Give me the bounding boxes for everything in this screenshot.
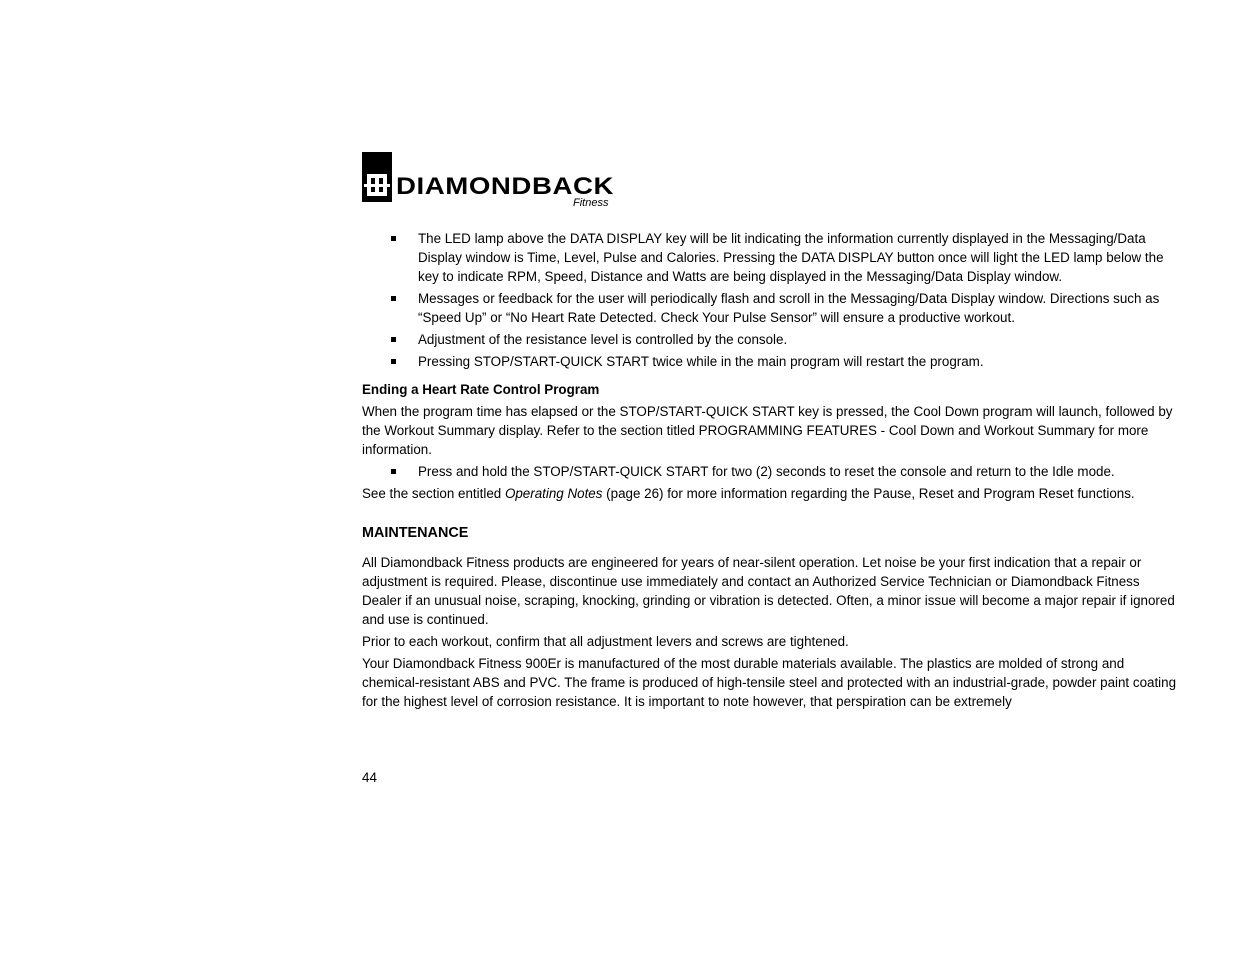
list-item-text: The LED lamp above the DATA DISPLAY key will be lit indicating the information currently displayed in the Messaging/Data Display window is Time, Level, Pulse and Calories. Pressing the DATA DISPLAY button once will light the LED lamp below the key to indicate RPM, Speed, Distance and Watts are being displayed in the Messaging/Data Display window. [418,231,1164,284]
list-item [362,352,1180,371]
square-bullet-icon [391,469,396,474]
maintenance-heading: MAINTENANCE [362,525,469,541]
maintenance-paragraph: Prior to each workout, confirm that all adjustment levers and screws are tightened. [362,634,849,649]
list-item [362,330,1180,349]
square-bullet-icon [391,359,396,364]
logo-wordmark: DIAMONDBACK [396,173,615,200]
diamondback-logo-mark [362,152,618,208]
diamondback-logo [362,152,618,208]
page-content [362,229,1180,714]
list-item-text: Adjustment of the resistance level is controlled by the console. [418,332,788,347]
list-item-text: Press and hold the STOP/START-QUICK START for two (2) seconds to reset the console and return to the Idle mode. [418,464,1115,479]
list-item-text: Messages or feedback for the user will periodically flash and scroll in the Messaging/Data Display window. Directions such as “Speed Up” or “No Heart Rate Detected. Check Your Pulse Sensor” will ensure a productive workout. [418,291,1160,325]
bullet-list-reset [362,462,1180,481]
list-item [362,289,1180,327]
maintenance-paragraph: All Diamondback Fitness products are engineered for years of near-silent operation. Let noise be your first indication that a repair or adjustment is required. Please, discontinue use immediately and contact an Authorized Service Technician or Diamondback Fitness Dealer if an unusual noise, scraping, knocking, grinding or vibration is detected. Often, a minor issue will become a major repair if ignored and use is continued. [362,555,1175,627]
operating-notes-reference [362,484,1180,503]
square-bullet-icon [391,296,396,301]
square-bullet-icon [391,236,396,241]
ending-program-heading: Ending a Heart Rate Control Program [362,382,600,397]
bullet-list-data-display [362,229,1180,371]
ending-program-paragraph: When the program time has elapsed or the STOP/START-QUICK START key is pressed, the Cool Down program will launch, followed by the Workout Summary display. Refer to the section titled PROGRAMMING FEATURES - Cool Down and Workout Summary for more information. [362,404,1173,457]
reference-text-after: (page 26) for more information regarding the Pause, Reset and Program Reset functions. [602,486,1135,501]
square-bullet-icon [391,337,396,342]
maintenance-paragraph: Your Diamondback Fitness 900Er is manufactured of the most durable materials available. The plastics are molded of strong and chemical-resistant ABS and PVC. The frame is produced of high-tensile steel and protected with an industrial-grade, powder paint coating for the highest level of corrosion resistance. It is important to note however, that perspiration can be extremely [362,656,1177,709]
list-item-text: Pressing STOP/START-QUICK START twice while in the main program will restart the program. [418,354,984,369]
list-item [362,229,1180,286]
list-item [362,462,1180,481]
reference-text-before: See the section entitled [362,486,505,501]
page-number: 44 [362,770,377,785]
logo-subtitle: Fitness [573,197,609,208]
reference-title: Operating Notes [504,486,603,501]
